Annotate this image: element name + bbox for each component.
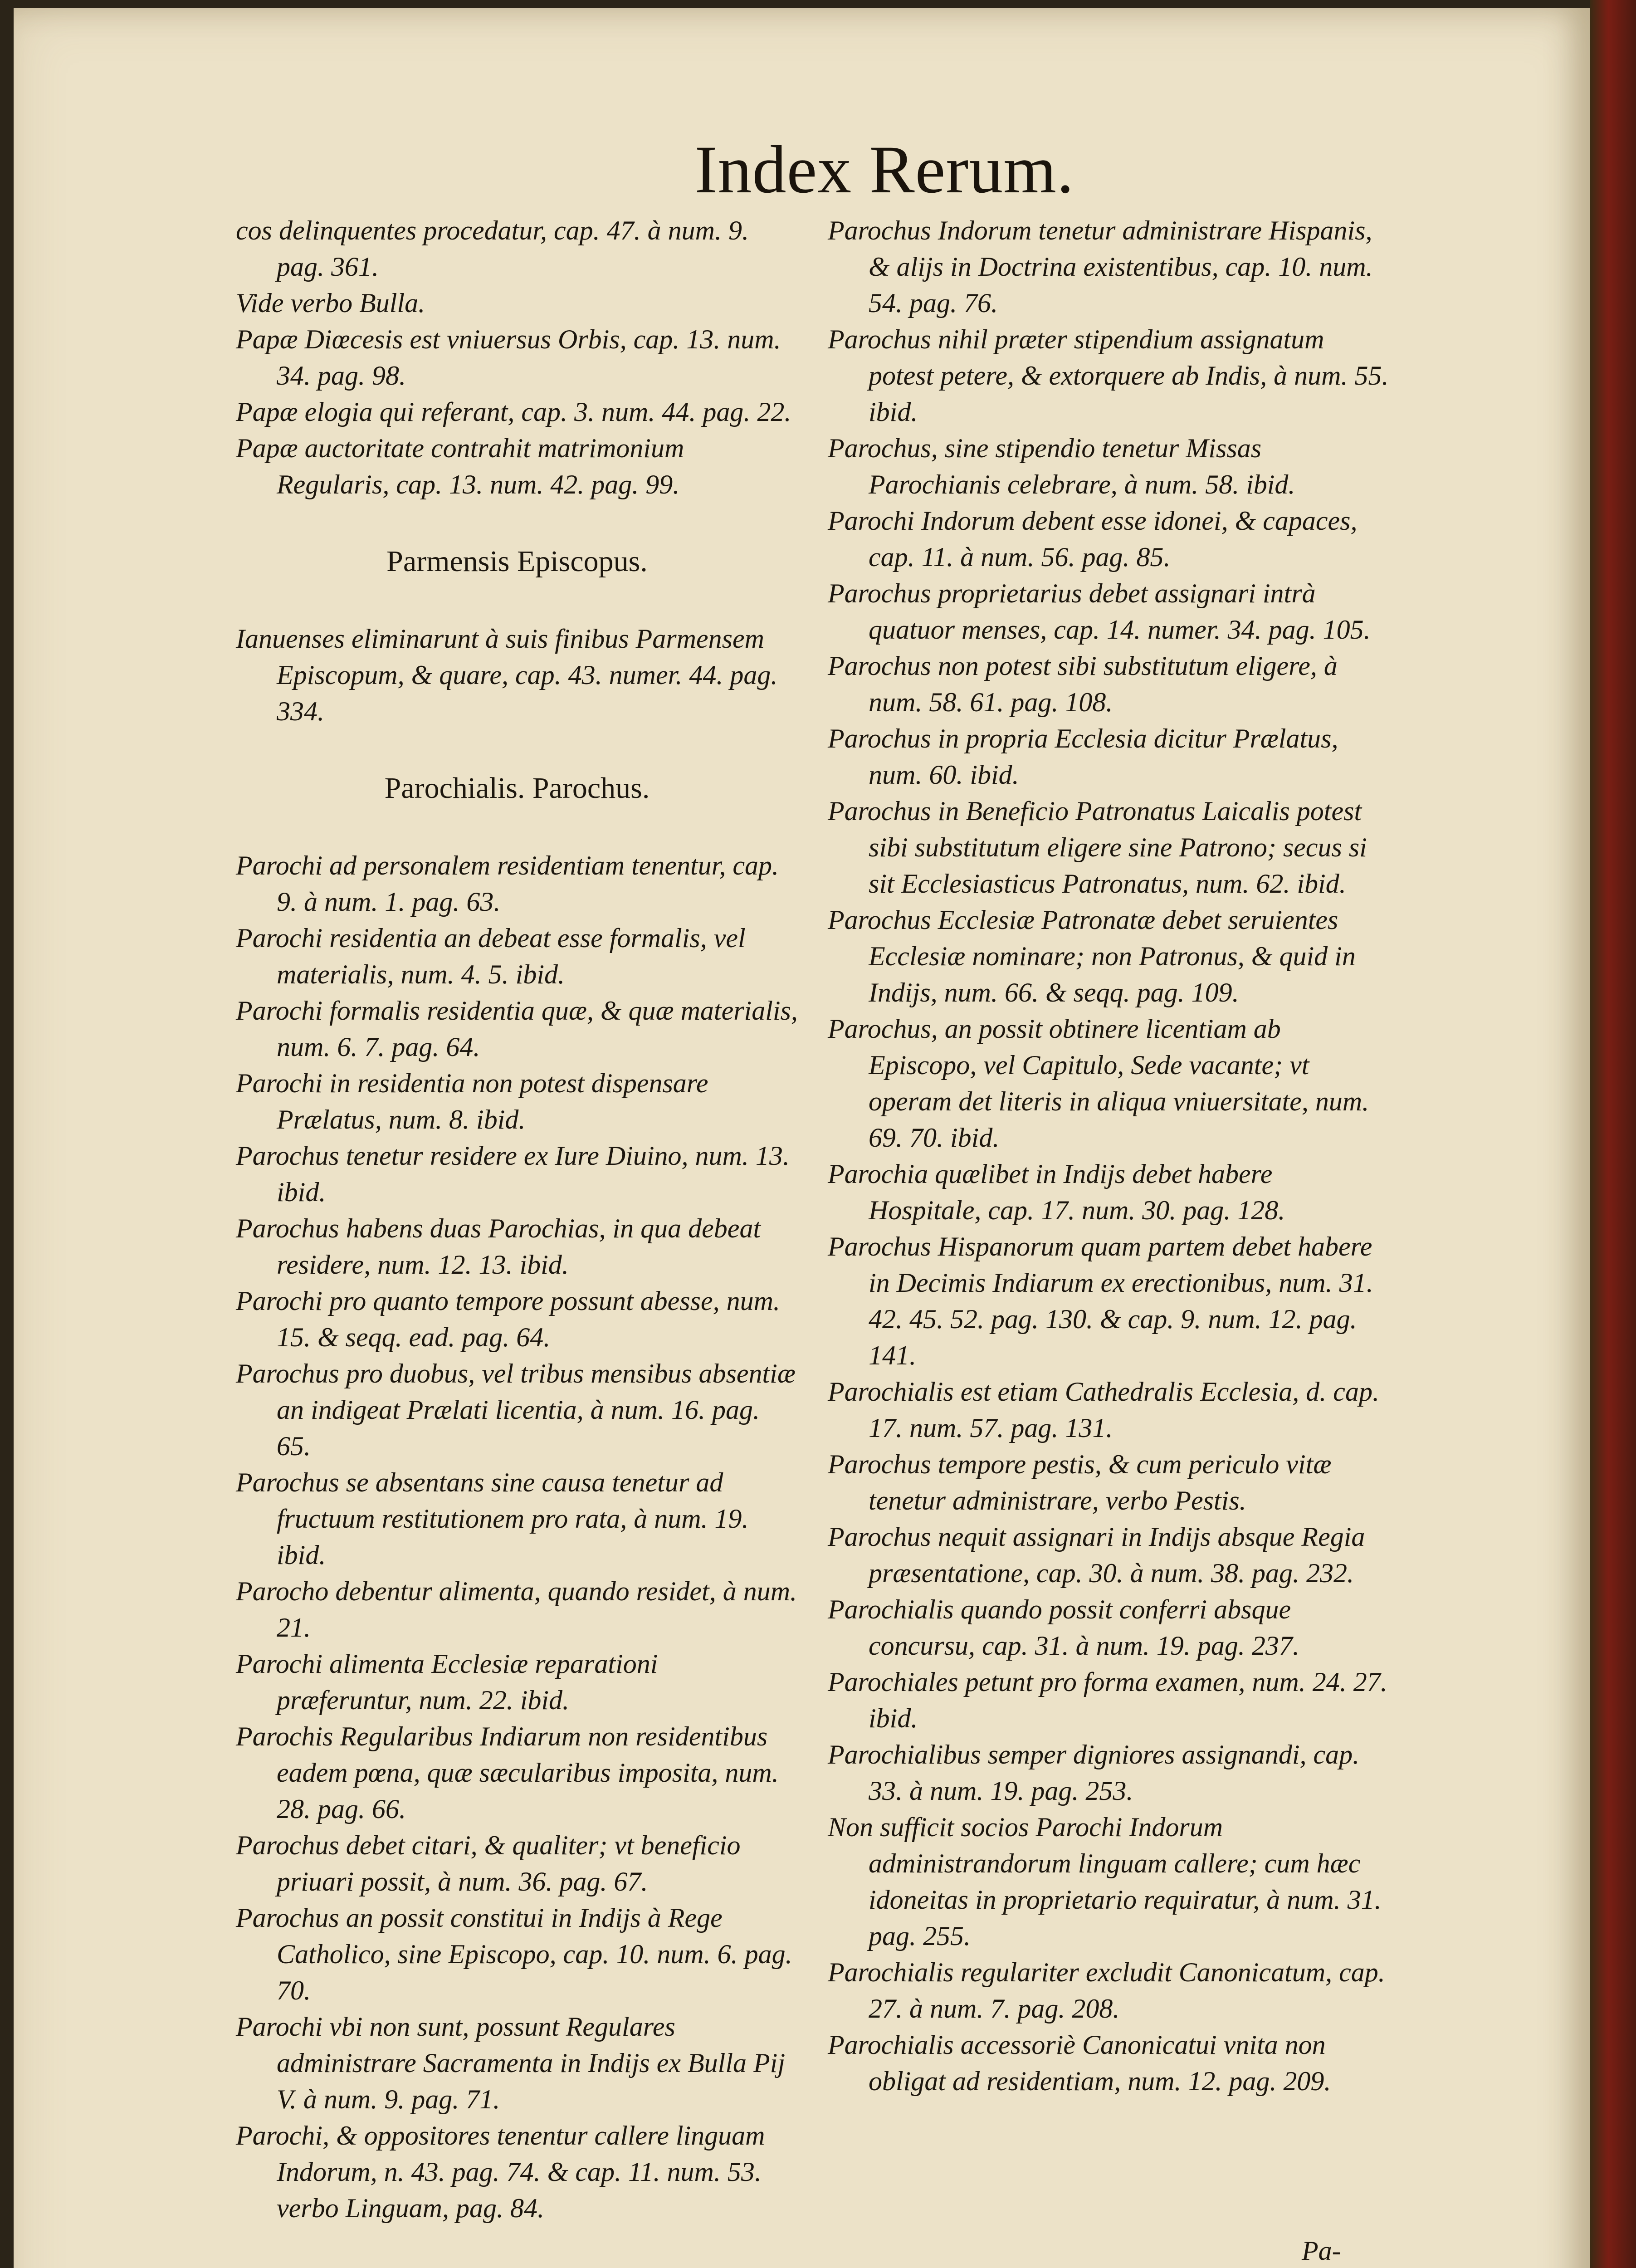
index-entry: Parochus nihil præter stipendium assignatum potest petere, & extorquere ab Indis, à num. 55. ibid. <box>828 324 1389 427</box>
index-entry: Parochus tenetur residere ex Iure Diuino, num. 13. ibid. <box>236 1141 790 1207</box>
book-page <box>14 8 1590 2268</box>
index-entry: Parochus, sine stipendio tenetur Missas Parochianis celebrare, à num. 58. ibid. <box>828 433 1295 499</box>
index-entry: Parochus pro duobus, vel tribus mensibus absentiæ an indigeat Prælati licentia, à num. 16. pag. 65. <box>236 1359 796 1461</box>
index-entry: Parochus habens duas Parochias, in qua debeat residere, num. 12. 13. ibid. <box>236 1213 761 1280</box>
index-entry: Papæ auctoritate contrahit matrimonium Regularis, cap. 13. num. 42. pag. 99. <box>236 433 684 499</box>
book-binding-edge <box>1590 0 1636 2268</box>
index-entry: Parochus se absentans sine causa tenetur ad fructuum restitutionem pro rata, à num. 19. ibid. <box>236 1467 749 1570</box>
running-head: Index Rerum. <box>694 132 1074 207</box>
index-entry: cos delinquentes procedatur, cap. 47. à num. 9. pag. 361. <box>236 215 749 282</box>
index-entry: Parochia quælibet in Indijs debet habere Hospitale, cap. 17. num. 30. pag. 128. <box>828 1159 1285 1225</box>
index-entry: Parochus tempore pestis, & cum periculo vitæ tenetur administrare, verbo Pestis. <box>828 1449 1332 1515</box>
index-entry: Vide verbo Bulla. <box>236 288 425 318</box>
index-entry: Non sufficit socios Parochi Indorum administrandorum linguam callere; cum hæc idoneitas in proprietario requiratur, à num. 31. pag. 255. <box>828 1812 1382 1951</box>
index-entry: Parochiales petunt pro forma examen, num. 24. 27. ibid. <box>828 1667 1387 1733</box>
index-entry: Parocho debentur alimenta, quando residet, à num. 21. <box>236 1576 797 1642</box>
index-entry: Parochialis regulariter excludit Canonicatum, cap. 27. à num. 7. pag. 208. <box>828 1957 1385 2024</box>
index-entry: Parochus Indorum tenetur administrare Hispanis, & alijs in Doctrina existentibus, cap. 10. num. 54. pag. 76. <box>828 215 1373 318</box>
section-heading: Parmensis Episcopus. <box>386 545 648 578</box>
index-entry: Parochialis quando possit conferri absque concursu, cap. 31. à num. 19. pag. 237. <box>828 1594 1299 1661</box>
index-entry: Parochi Indorum debent esse idonei, & capaces, cap. 11. à num. 56. pag. 85. <box>828 506 1358 572</box>
index-entry: Parochi residentia an debeat esse formalis, vel materialis, num. 4. 5. ibid. <box>236 923 746 989</box>
index-entry: Parochus, an possit obtinere licentiam ab Episcopo, vel Capitulo, Sede vacante; vt operam det literis in aliqua vniuersitate, num. 69. 70. ibid. <box>828 1014 1369 1153</box>
index-entry: Parochis Regularibus Indiarum non residentibus eadem pœna, quæ sæcularibus imposita, num. 28. pag. 66. <box>236 1721 779 1824</box>
index-entry: Parochus debet citari, & qualiter; vt beneficio priuari possit, à num. 36. pag. 67. <box>236 1830 741 1897</box>
index-entry: Parochi pro quanto tempore possunt abesse, num. 15. & seqq. ead. pag. 64. <box>236 1286 780 1352</box>
catchword: Pa- <box>1302 2236 1341 2266</box>
index-entry: Parochus non potest sibi substitutum eligere, à num. 58. 61. pag. 108. <box>828 651 1338 717</box>
index-entry: Parochialis accessoriè Canonicatui vnita non obligat ad residentiam, num. 12. pag. 209. <box>828 2030 1331 2096</box>
index-entry: Ianuenses eliminarunt à suis finibus Parmensem Episcopum, & quare, cap. 43. numer. 44. pag. 334. <box>236 624 778 726</box>
index-entry: Parochus in propria Ecclesia dicitur Prælatus, num. 60. ibid. <box>828 723 1338 790</box>
index-entry: Parochi, & oppositores tenentur callere linguam Indorum, n. 43. pag. 74. & cap. 11. num. 53. verbo Linguam, pag. 84. <box>236 2121 765 2223</box>
index-entry: Parochi in residentia non potest dispensare Prælatus, num. 8. ibid. <box>236 1068 708 1134</box>
left-column <box>236 212 798 2226</box>
index-entry: Parochi ad personalem residentiam tenentur, cap. 9. à num. 1. pag. 63. <box>236 850 779 917</box>
index-entry: Parochi alimenta Ecclesiæ reparationi præferuntur, num. 22. ibid. <box>236 1649 658 1715</box>
index-entry: Parochi formalis residentia quæ, & quæ materialis, num. 6. 7. pag. 64. <box>236 996 798 1062</box>
index-entry: Parochi vbi non sunt, possunt Regulares administrare Sacramenta in Indijs ex Bulla Pij V. à num. 9. pag. 71. <box>236 2012 785 2114</box>
right-column <box>828 212 1390 2099</box>
index-entry: Parochus in Beneficio Patronatus Laicalis potest sibi substitutum eligere sine Patrono; secus si sit Ecclesiasticus Patronatus, num. 62. ibid. <box>828 796 1367 899</box>
index-entry: Parochus proprietarius debet assignari intrà quatuor menses, cap. 14. numer. 34. pag. 105. <box>828 578 1371 645</box>
index-entry: Parochus nequit assignari in Indijs absque Regia præsentatione, cap. 30. à num. 38. pag. 232. <box>828 1522 1365 1588</box>
index-entry: Parochus an possit constitui in Indijs à Rege Catholico, sine Episcopo, cap. 10. num. 6. pag. 70. <box>236 1903 792 2005</box>
index-entry: Parochialibus semper digniores assignandi, cap. 33. à num. 19. pag. 253. <box>828 1740 1360 1806</box>
index-entry: Parochus Hispanorum quam partem debet habere in Decimis Indiarum ex erectionibus, num. 31. 42. 45. 52. pag. 130. & cap. 9. num. 12. pag. 141. <box>828 1232 1373 1370</box>
index-entry: Papæ elogia qui referant, cap. 3. num. 44. pag. 22. <box>236 397 791 427</box>
index-entry: Papæ Diœcesis est vniuersus Orbis, cap. 13. num. 34. pag. 98. <box>236 324 781 391</box>
section-heading: Parochialis. Parochus. <box>384 772 650 805</box>
index-entry: Parochus Ecclesiæ Patronatæ debet seruientes Ecclesiæ nominare; non Patronus, & quid in Indijs, num. 66. & seqq. pag. 109. <box>828 905 1356 1007</box>
index-entry: Parochialis est etiam Cathedralis Ecclesia, d. cap. 17. num. 57. pag. 131. <box>828 1377 1379 1443</box>
